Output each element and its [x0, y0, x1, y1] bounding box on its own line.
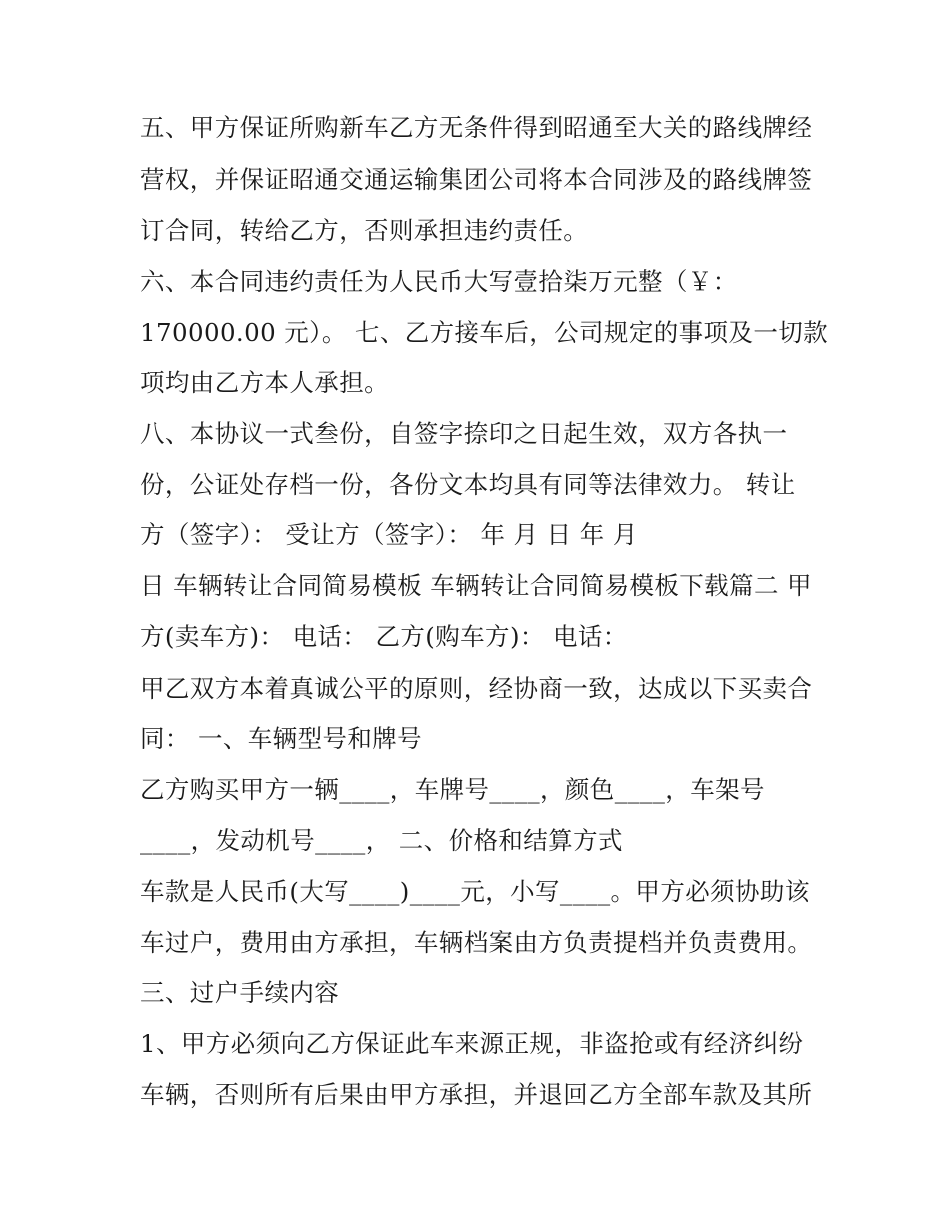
text-line: ____，发动机号____， 二、价格和结算方式: [140, 826, 623, 855]
text-line: 车款是人民币(大写____)____元，小写____。甲方必须协助该: [140, 877, 810, 906]
text-line: 乙方购买甲方一辆____，车牌号____，颜色____，车架号: [140, 775, 765, 804]
text-line: 六、本合同违约责任为人民币大写壹拾柒万元整（￥：: [140, 267, 738, 296]
text-line: 车过户，费用由方承担，车辆档案由方负责提档并负责费用。: [140, 928, 813, 957]
text-line: 八、本协议一式叁份，自签字捺印之日起生效，双方各执一: [140, 419, 788, 448]
text-line: 五、甲方保证所购新车乙方无条件得到昭通至大关的路线牌经: [140, 113, 813, 142]
text-line: 三、过户手续内容: [140, 978, 340, 1007]
text-line: 日 车辆转让合同简易模板 车辆转让合同简易模板下载篇二 甲: [140, 571, 812, 600]
text-line: 营权，并保证昭通交通运输集团公司将本合同涉及的路线牌签: [140, 165, 813, 194]
text-line: 170000.00 元）。 七、乙方接车后，公司规定的事项及一切款: [140, 318, 829, 347]
text-line: 份，公证处存档一份，各份文本均具有同等法律效力。 转让: [140, 470, 796, 499]
text-line: 订合同，转给乙方，否则承担违约责任。: [140, 216, 589, 245]
text-line: 同： 一、车辆型号和牌号: [140, 724, 423, 753]
text-line: 项均由乙方本人承担。: [140, 368, 389, 397]
text-line: 方（签字）： 受让方（签字）： 年 月 日 年 月: [140, 520, 638, 549]
text-line: 方(卖车方)： 电话： 乙方(购车方)： 电话：: [140, 622, 628, 651]
text-line: 1、甲方必须向乙方保证此车来源正规，非盗抢或有经济纠纷: [140, 1029, 804, 1058]
text-line: 车辆，否则所有后果由甲方承担，并退回乙方全部车款及其所: [140, 1080, 813, 1109]
text-line: 甲乙双方本着真诚公平的原则，经协商一致，达成以下买卖合: [140, 674, 813, 703]
